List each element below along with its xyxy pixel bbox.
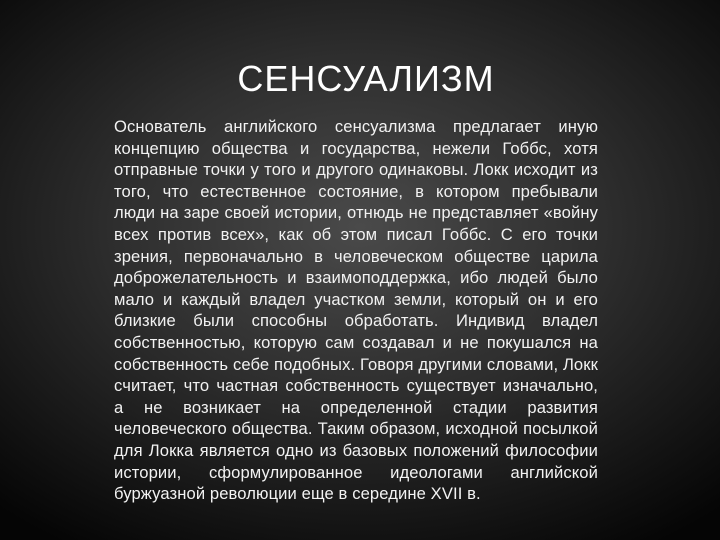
slide-body-text: Основатель английского сенсуализма предлагает иную концепцию общества и государства, нежели Гоббс, хотя отправные точки у того и другого одинаковы. Локк исходит из того, что естественное состояние, в котором пребывали люди на заре своей истории, отнюдь не представляет «войну всех против всех», как об этом писал Гоббс. С его точки зрения, первоначально в человеческом обществе царила доброжелательность и взаимоподдержка, ибо людей было мало и каждый владел участком земли, который он и его близкие были способны обработать. Индивид владел собственностью, которую сам создавал и не покушался на собственность себе подобных. Говоря другими словами, Локк считает, что частная собственность существует изначально, а не возникает на определенной стадии развития человеческого общества. Таким образом, исходной посылкой для Локка является одно из базовых положений философии истории, сформулированное идеологами английской буржуазной революции еще в середине XVII в. [114, 117, 598, 504]
slide-title: СЕНСУАЛИЗМ [237, 58, 495, 100]
